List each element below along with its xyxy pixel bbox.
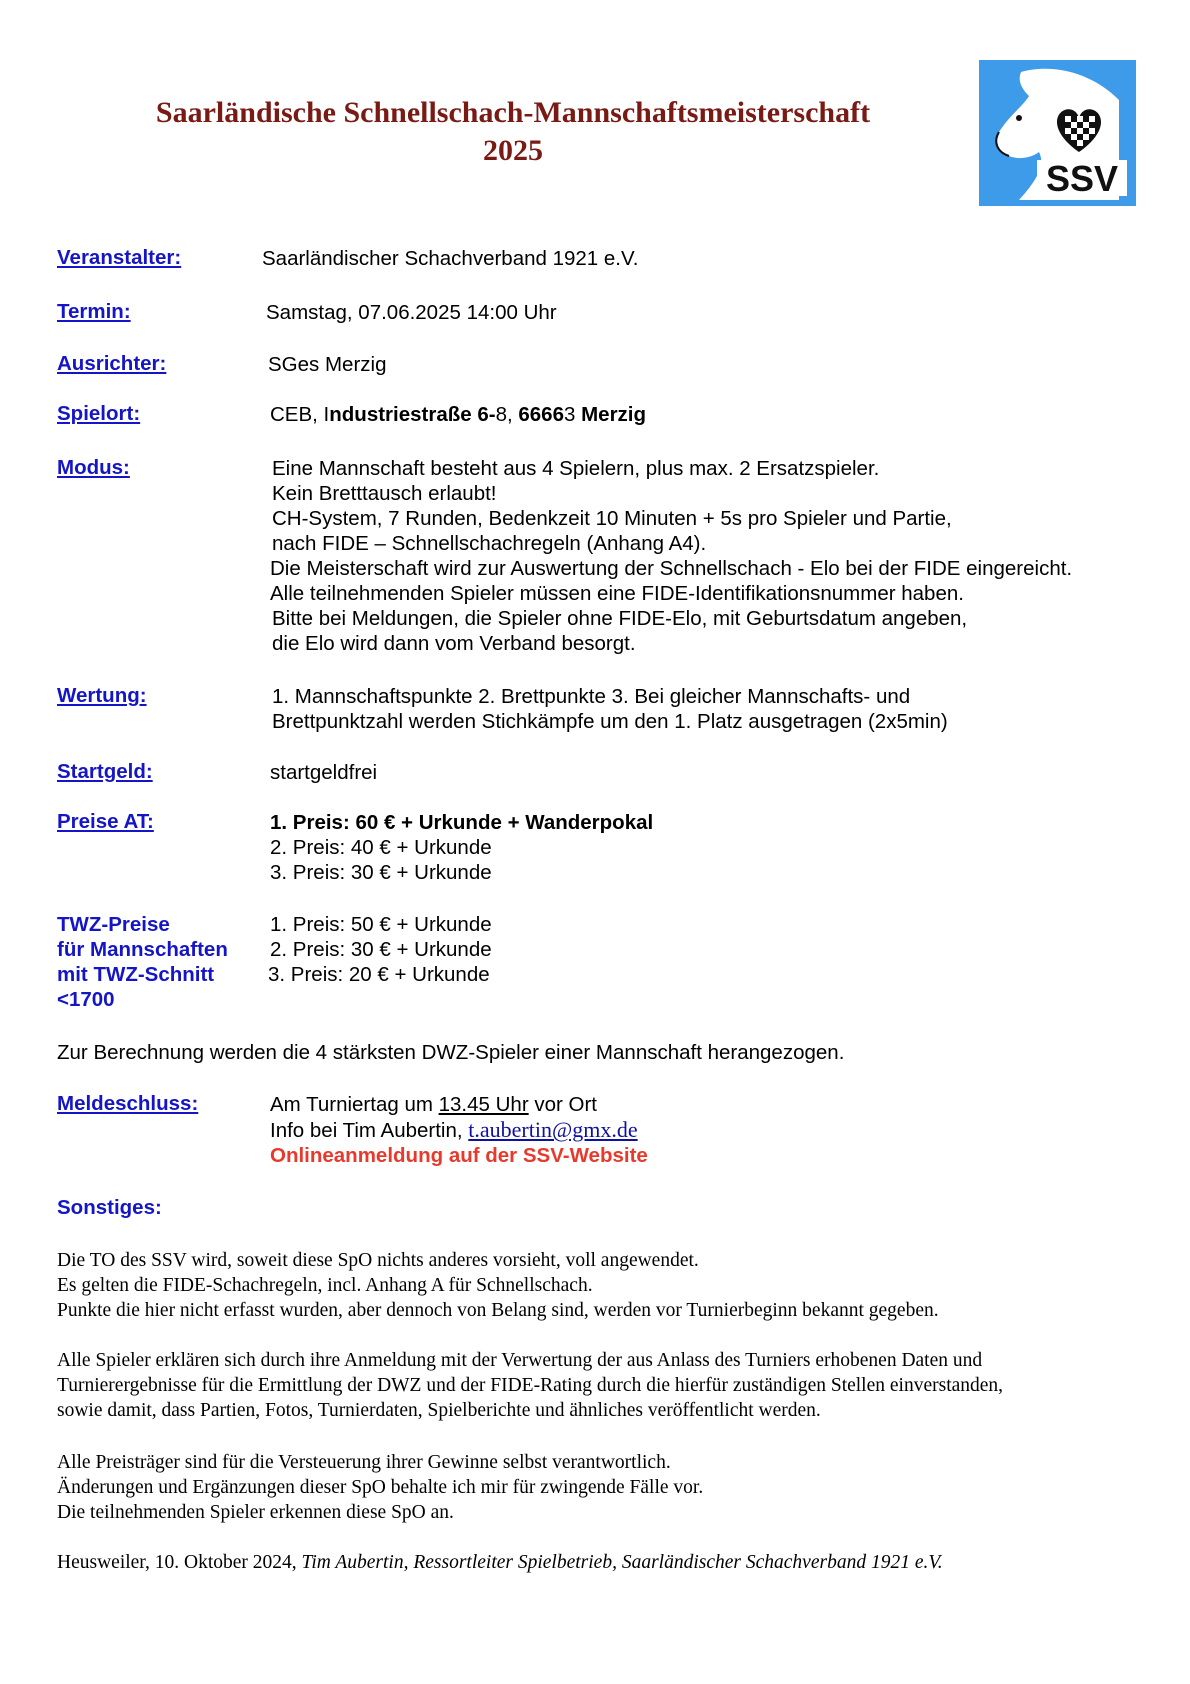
- title-line-2: 2025: [483, 134, 543, 167]
- email-link[interactable]: t.aubertin@gmx.de: [468, 1117, 638, 1142]
- twz-label-line: <1700: [57, 988, 115, 1011]
- spielort-zip-end: 3: [563, 403, 582, 426]
- sonstiges-paragraph-1: [57, 1248, 939, 1323]
- sonstiges-paragraph-3: [57, 1450, 703, 1525]
- paragraph-line: Alle Preisträger sind für die Versteuerung ihrer Gewinne selbst verantwortlich.: [57, 1452, 671, 1473]
- wertung-line: Brettpunktzahl werden Stichkämpfe um den 1. Platz ausgetragen (2x5min): [272, 710, 948, 733]
- twz-preis-item: 2. Preis: 30 € + Urkunde: [270, 938, 492, 961]
- paragraph-line: Punkte die hier nicht erfasst wurden, aber dennoch von Belang sind, werden vor Turnierbeginn bekannt gegeben.: [57, 1300, 939, 1321]
- modus-line: Alle teilnehmenden Spieler müssen eine FIDE-Identifikationsnummer haben.: [270, 582, 964, 605]
- modus-text: [272, 456, 1072, 656]
- modus-label: Modus:: [57, 456, 130, 479]
- termin-label: Termin:: [57, 300, 131, 323]
- meldeschluss-time: 13.45 Uhr: [438, 1093, 529, 1116]
- spielort-value: [270, 402, 646, 427]
- meldeschluss-text: [270, 1092, 648, 1168]
- termin-value: Samstag, 07.06.2025 14:00 Uhr: [266, 301, 557, 324]
- title-line-1: Saarländische Schnellschach-Mannschaftsmeisterschaft: [155, 96, 871, 129]
- paragraph-line: Alle Spieler erklären sich durch ihre Anmeldung mit der Verwertung der aus Anlass des Turniers erhobenen Daten und: [57, 1350, 983, 1371]
- preise-at-list: [270, 810, 653, 885]
- spielort-label: Spielort:: [57, 402, 141, 425]
- sonstiges-label: Sonstiges:: [57, 1196, 162, 1219]
- startgeld-value: startgeldfrei: [270, 761, 378, 784]
- ausrichter-value: SGes Merzig: [268, 353, 387, 376]
- spielort-prefix: CEB, I: [270, 403, 330, 426]
- paragraph-line: sowie damit, dass Partien, Fotos, Turnierdaten, Spielberichte und ähnliches veröffentlicht werden.: [57, 1400, 821, 1421]
- modus-line: nach FIDE – Schnellschachregeln (Anhang A4).: [272, 532, 707, 555]
- paragraph-line: Die teilnehmenden Spieler erkennen diese SpO an.: [57, 1502, 454, 1523]
- ssv-logo-text: SSV: [1045, 158, 1119, 199]
- signature-place-date: Heusweiler, 10. Oktober 2024,: [57, 1552, 302, 1573]
- wertung-line: 1. Mannschaftspunkte 2. Brettpunkte 3. Bei gleicher Mannschafts- und: [272, 685, 911, 708]
- spielort-street: ndustriestraße 6-: [329, 403, 496, 426]
- twz-preise-list: [270, 912, 492, 987]
- signature-line: [57, 1550, 943, 1575]
- twz-preis-item: 3. Preis: 20 € + Urkunde: [268, 963, 490, 986]
- modus-line: Die Meisterschaft wird zur Auswertung der Schnellschach - Elo bei der FIDE eingereicht.: [270, 557, 1073, 580]
- paragraph-line: Es gelten die FIDE-Schachregeln, incl. Anhang A für Schnellschach.: [57, 1275, 593, 1296]
- twz-preis-item: 1. Preis: 50 € + Urkunde: [270, 913, 492, 936]
- wertung-label: Wertung:: [57, 684, 147, 707]
- signature-author: Tim Aubertin, Ressortleiter Spielbetrieb, Saarländischer Schachverband 1921 e.V.: [301, 1552, 943, 1573]
- signature-text: [57, 1550, 943, 1575]
- meldeschluss-line-1: [270, 1092, 648, 1117]
- paragraph-line: Die TO des SSV wird, soweit diese SpO nichts anderes vorsieht, voll angewendet.: [57, 1250, 699, 1271]
- twz-label: [57, 912, 228, 1012]
- paragraph-line: Turnierergebnisse für die Ermittlung der DWZ und der FIDE-Rating durch die hierfür zuständigen Stellen einverstanden,: [57, 1375, 1004, 1396]
- wertung-text: [272, 684, 948, 734]
- spielort-num: 8,: [495, 403, 519, 426]
- preis-item: 1. Preis: 60 € + Urkunde + Wanderpokal: [270, 811, 654, 834]
- twz-label-line: für Mannschaften: [57, 938, 228, 961]
- sonstiges-paragraph-2: [57, 1348, 1003, 1423]
- meldeschluss-line-2: [270, 1117, 648, 1143]
- paragraph-line: Änderungen und Ergänzungen dieser SpO behalte ich mir für zwingende Fälle vor.: [57, 1477, 704, 1498]
- veranstalter-label: Veranstalter:: [57, 246, 182, 269]
- modus-line: Bitte bei Meldungen, die Spieler ohne FIDE-Elo, mit Geburtsdatum angeben,: [272, 607, 968, 630]
- modus-line: CH-System, 7 Runden, Bedenkzeit 10 Minuten + 5s pro Spieler und Partie,: [272, 507, 952, 530]
- veranstalter-value: Saarländischer Schachverband 1921 e.V.: [262, 247, 639, 270]
- berechnung-note: Zur Berechnung werden die 4 stärksten DWZ-Spieler einer Mannschaft herangezogen.: [57, 1041, 845, 1064]
- preis-item: 3. Preis: 30 € + Urkunde: [270, 861, 492, 884]
- meldeschluss-pre: Am Turniertag um: [270, 1093, 439, 1116]
- meldeschluss-post: vor Ort: [528, 1093, 597, 1116]
- modus-line: Kein Bretttausch erlaubt!: [272, 482, 497, 505]
- meldeschluss-info: Info bei Tim Aubertin,: [270, 1119, 469, 1142]
- ssv-logo: [979, 60, 1136, 206]
- preise-at-label: Preise AT:: [57, 810, 154, 833]
- modus-line: die Elo wird dann vom Verband besorgt.: [272, 632, 636, 655]
- modus-line: Eine Mannschaft besteht aus 4 Spielern, plus max. 2 Ersatzspieler.: [272, 457, 880, 480]
- spielort-zip: 6666: [518, 403, 564, 426]
- twz-label-line: TWZ-Preise: [57, 913, 170, 936]
- page-title: [60, 94, 966, 170]
- twz-label-line: mit TWZ-Schnitt: [57, 963, 215, 986]
- spielort-city: Merzig: [581, 403, 647, 426]
- meldeschluss-label: Meldeschluss:: [57, 1092, 199, 1115]
- preis-item: 2. Preis: 40 € + Urkunde: [270, 836, 492, 859]
- startgeld-label: Startgeld:: [57, 760, 153, 783]
- online-registration-note: Onlineanmeldung auf der SSV-Website: [270, 1144, 648, 1167]
- ausrichter-label: Ausrichter:: [57, 352, 167, 375]
